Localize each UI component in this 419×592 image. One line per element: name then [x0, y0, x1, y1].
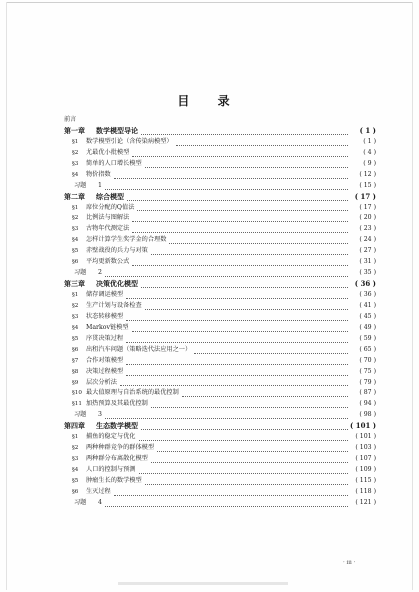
toc-page-number: ( 36 ): [354, 279, 376, 289]
scan-smudge: [118, 582, 288, 585]
toc-entry-title: 怎样计算学生奖学金的合理数: [86, 236, 167, 244]
toc-entry-title: 数学模型引论（含传染病模型）: [86, 137, 173, 145]
toc-entry-label: §3: [72, 313, 79, 320]
dot-leader: [105, 495, 348, 507]
toc-entry-label: §2: [72, 215, 79, 222]
toc-page-number: ( 17 ): [354, 191, 376, 201]
toc-entry-label: §4: [72, 467, 79, 473]
toc-page-number: ( 101 ): [355, 433, 376, 441]
page-left-edge: [6, 2, 7, 590]
toc-page-number: ( 98 ): [359, 411, 376, 419]
toc-entry-title: Markov链模型: [86, 323, 129, 331]
toc-entry-label: §8: [72, 368, 79, 375]
toc-entry-label: §6: [72, 346, 79, 353]
toc-entry-title: 前言: [64, 116, 77, 123]
toc-entry-title: 决策过程模型: [86, 367, 124, 375]
toc-entry-title: 储存调运模型: [86, 291, 124, 298]
toc-page-number: ( 75 ): [359, 367, 376, 375]
toc-entry-label: §3: [72, 160, 79, 167]
toc-entry-label: §3: [72, 226, 79, 233]
toc-page-number: ( 109 ): [355, 466, 376, 473]
toc-entry-label: §1: [72, 434, 79, 441]
toc-entry-title: 生产计划与设备检查: [86, 301, 142, 309]
toc-entry-title: 物价指数: [86, 170, 111, 178]
toc-page-number: ( 4 ): [363, 148, 376, 156]
toc-entry-title: 数学模型导论: [96, 125, 138, 135]
toc-page-number: ( 31 ): [359, 258, 376, 266]
toc-page-number: ( 12 ): [359, 170, 376, 178]
toc-entry-label: 习题: [74, 498, 87, 506]
toc-entry-label: §2: [72, 445, 79, 452]
toc-page-number: ( 59 ): [359, 334, 376, 342]
toc-entry-label: 习题: [74, 181, 87, 189]
toc-entry-title: 两种群分布离散化模型: [86, 455, 148, 463]
toc-entry-title: 最大值原理与自治系统的最优控制: [86, 389, 179, 397]
toc-entry-label: §6: [72, 259, 79, 266]
toc-page-number: ( 41 ): [359, 301, 376, 309]
toc-entry-label: 习题: [74, 411, 87, 419]
toc-entry-title: 合作对策模型: [86, 356, 124, 364]
toc-entry-label: §2: [72, 149, 79, 156]
toc-entry-title: 3: [98, 411, 102, 419]
toc-entry-label: §3: [72, 456, 79, 463]
toc-entry-title: 赤壁战役的兵力与对策: [86, 247, 148, 255]
toc-entry-label: §5: [72, 248, 79, 255]
toc-page-number: ( 65 ): [359, 345, 376, 353]
toc-entry-label: §2: [72, 302, 79, 309]
toc-entry-label: §11: [72, 401, 82, 408]
toc-entry-label: §4: [72, 171, 79, 178]
toc-page-number: ( 79 ): [359, 378, 376, 386]
toc-page-number: ( 49 ): [359, 323, 376, 331]
toc-exercise-row[interactable]: [64, 498, 376, 509]
toc-entry-label: §9: [72, 379, 79, 386]
toc-page-number: ( 107 ): [355, 455, 376, 463]
toc-page-number: ( 70 ): [359, 356, 376, 364]
toc-entry-title: 人口的控制与预测: [86, 466, 136, 473]
toc-entry-label: 第三章: [64, 279, 85, 289]
toc-entry-label: 习题: [74, 269, 87, 277]
toc-entry-title: 2: [98, 269, 102, 277]
page-title: 目 录: [177, 94, 242, 108]
table-of-contents: [64, 115, 376, 509]
toc-entry-title: 古物年代测定法: [86, 225, 130, 233]
toc-entry-title: 尤最优小批模型: [86, 148, 130, 156]
toc-entry-label: §6: [72, 488, 79, 495]
toc-page-number: ( 20 ): [359, 214, 376, 222]
toc-entry-label: §1: [72, 138, 79, 145]
toc-entry-title: 两种种群竞争的群体模型: [86, 444, 155, 452]
toc-page-number: ( 101 ): [350, 421, 377, 431]
toc-page-number: ( 87 ): [359, 389, 376, 397]
toc-page-number: ( 118 ): [355, 487, 376, 495]
toc-entry-title: 捕鱼的稳定与优化: [86, 433, 136, 441]
toc-entry-title: 比例法与图解法: [86, 214, 130, 222]
toc-entry-title: 平均更新数公式: [86, 258, 130, 266]
toc-entry-title: 4: [98, 498, 102, 506]
toc-entry-label: §4: [72, 237, 79, 244]
toc-page-number: ( 121 ): [355, 498, 376, 506]
toc-page-number: ( 23 ): [359, 225, 376, 233]
toc-page-number: ( 24 ): [359, 236, 376, 244]
toc-entry-label: 第一章: [64, 125, 85, 135]
toc-entry-label: §5: [72, 335, 79, 342]
toc-page-number: ( 115 ): [355, 476, 376, 484]
toc-page-number: ( 35 ): [359, 269, 376, 277]
toc-entry-title: 加热预算及其最优控制: [86, 400, 148, 408]
toc-entry-title: 序贯决策过程: [86, 334, 124, 342]
toc-entry-title: 生态数学模型: [96, 421, 138, 431]
toc-page-number: ( 1 ): [363, 137, 376, 145]
folio-number: · iii ·: [343, 560, 356, 566]
toc-page-number: ( 45 ): [359, 312, 376, 320]
toc-entry-title: 简单的人口增长模型: [86, 159, 142, 167]
toc-entry-title: 出租汽车问题（策略迭代法应用之一）: [86, 345, 192, 353]
toc-page-number: ( 9 ): [363, 159, 376, 167]
toc-entry-title: 状态转移模型: [86, 312, 124, 320]
toc-page-number: ( 15 ): [359, 181, 376, 189]
toc-page-number: ( 1 ): [359, 125, 376, 135]
toc-entry-label: §7: [72, 357, 79, 364]
toc-entry-title: 席位分配的Q值法: [86, 203, 135, 211]
page-right-edge: [412, 2, 413, 590]
toc-entry-label: 第四章: [64, 421, 85, 431]
toc-entry-title: 1: [98, 181, 102, 189]
toc-entry-label: §10: [72, 390, 82, 397]
toc-page-number: ( 17 ): [359, 203, 376, 211]
toc-entry-title: 决策优化模型: [96, 279, 138, 289]
toc-entry-title: 生灭过程: [86, 487, 111, 495]
toc-entry-label: §1: [72, 204, 79, 211]
toc-page-number: ( 27 ): [359, 247, 376, 255]
toc-entry-title: 层次分析法: [86, 378, 117, 386]
toc-entry-label: §4: [72, 324, 79, 331]
toc-entry-label: 第二章: [64, 191, 85, 201]
page-top-edge: [6, 2, 413, 3]
toc-entry-label: §5: [72, 477, 79, 484]
toc-page-number: ( 36 ): [359, 291, 376, 298]
toc-page-number: ( 94 ): [359, 400, 376, 408]
toc-entry-title: 肿瘤生长的数学模型: [86, 476, 142, 484]
toc-entry-label: §1: [72, 292, 79, 298]
toc-page-number: ( 103 ): [355, 444, 376, 452]
toc-entry-title: 综合模型: [96, 191, 124, 201]
